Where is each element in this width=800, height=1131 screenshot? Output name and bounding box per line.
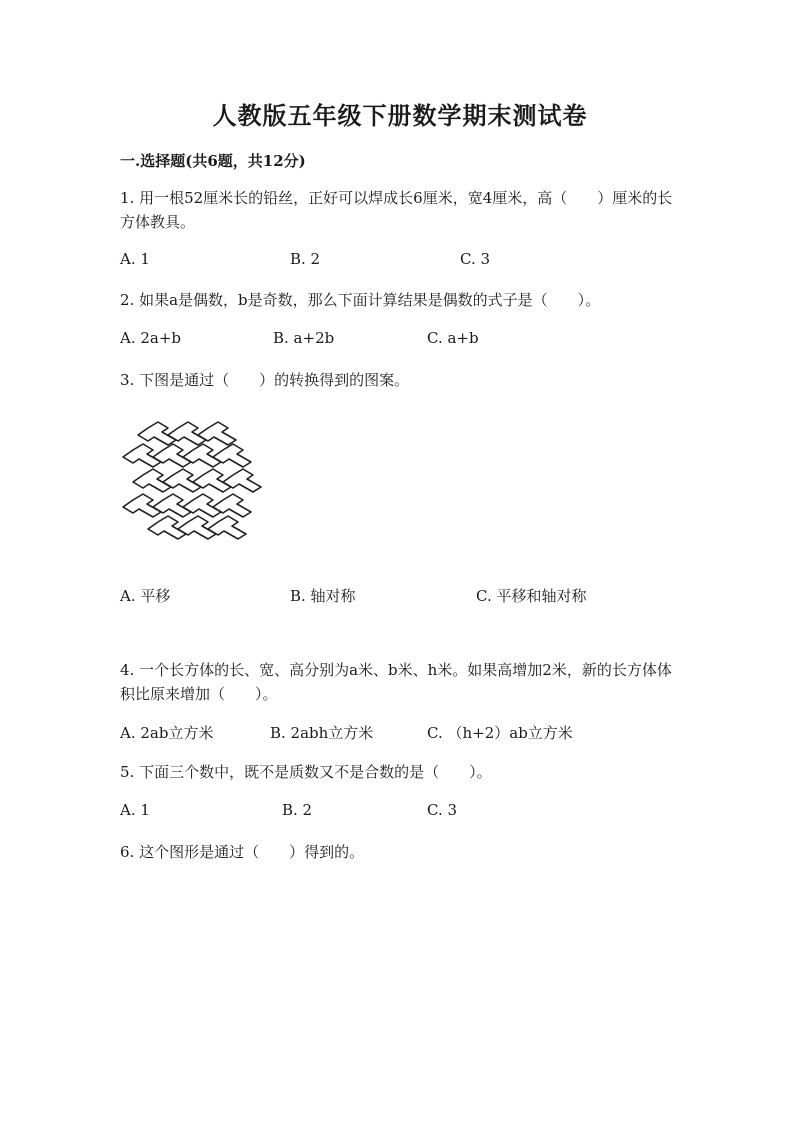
q1-option-b[interactable]: B. 2	[290, 250, 321, 268]
q1-option-a[interactable]: A. 1	[120, 250, 150, 268]
q4-option-c[interactable]: C. （h+2）ab立方米	[427, 724, 573, 742]
q2-option-a[interactable]: A. 2a+b	[120, 329, 182, 347]
q2-option-b[interactable]: B. a+2b	[273, 329, 335, 347]
q2-option-c[interactable]: C. a+b	[427, 329, 479, 347]
tile-row-5	[148, 516, 246, 539]
tile-row-4	[123, 494, 251, 517]
tile-row-3	[133, 469, 261, 492]
question-1: 1. 用一根52厘米长的铅丝，正好可以焊成长6厘米，宽4厘米，高（ ）厘米的长方体教具。	[120, 189, 673, 231]
q5-option-b[interactable]: B. 2	[282, 801, 313, 819]
q3-option-a[interactable]: A. 平移	[120, 587, 171, 605]
question-3: 3. 下图是通过（ ）的转换得到的图案。	[120, 371, 410, 389]
q4-option-a[interactable]: A. 2ab立方米	[120, 724, 214, 742]
question-2: 2. 如果a是偶数，b是奇数，那么下面计算结果是偶数的式子是（ ）。	[120, 291, 601, 309]
q1-option-c[interactable]: C. 3	[460, 250, 491, 268]
q5-option-a[interactable]: A. 1	[120, 801, 150, 819]
tile-row-2	[123, 444, 251, 467]
q3-option-b[interactable]: B. 轴对称	[290, 587, 356, 605]
question-5: 5. 下面三个数中，既不是质数又不是合数的是（ ）。	[120, 763, 492, 781]
question-6: 6. 这个图形是通过（ ）得到的。	[120, 843, 365, 861]
q3-option-c[interactable]: C. 平移和轴对称	[476, 587, 587, 605]
q5-option-c[interactable]: C. 3	[427, 801, 458, 819]
tile-row-1	[138, 422, 236, 445]
page-title: 人教版五年级下册数学期末测试卷	[212, 101, 588, 130]
question-4: 4. 一个长方体的长、宽、高分别为a米、b米、h米。如果高增加2米，新的长方体体积比原来增加（ ）。	[120, 661, 672, 703]
q4-option-b[interactable]: B. 2abh立方米	[270, 724, 374, 742]
tessellation-figure	[118, 420, 268, 540]
section-heading: 一.选择题(共6题，共12分)	[120, 152, 306, 170]
